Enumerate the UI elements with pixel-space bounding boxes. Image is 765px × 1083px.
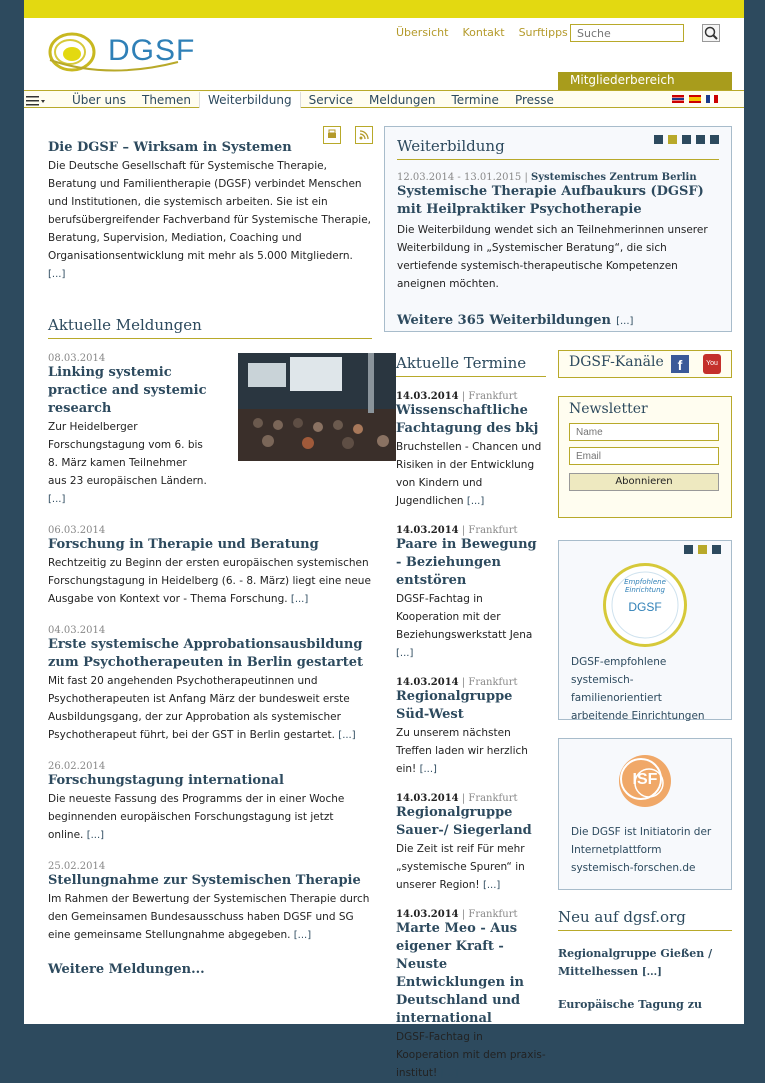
news-photo[interactable]: [238, 353, 396, 461]
language-flags: [672, 95, 718, 103]
event-title[interactable]: Marte Meo - Aus eigener Kraft - Neuste Entwicklungen in Deutschland und international: [396, 921, 524, 1026]
carousel-dot-3[interactable]: [682, 135, 691, 144]
news-item: [48, 353, 372, 509]
carousel-dot-2[interactable]: [668, 135, 677, 144]
news-more-link[interactable]: [...]: [338, 730, 356, 741]
carousel-dot-4[interactable]: [696, 135, 705, 144]
event-text: DGSF-Fachtag in Kooperation mit dem praxis-institut! [...]: [396, 1031, 546, 1079]
event-text: DGSF-Fachtag in Kooperation mit der Beziehungswerkstatt Jena [...]: [396, 593, 533, 659]
recommended-box: [558, 540, 732, 720]
flag-en-icon[interactable]: [672, 95, 684, 103]
dot-icon[interactable]: [712, 545, 721, 554]
weiterbildung-text: Die Weiterbildung wendet sich an Teilnehmerinnen unserer Weiterbildung in „Systemischer Beratung“, die sich vertiefende systemisch-therapeutische Kompetenzen aneignen möchten.: [397, 224, 708, 290]
dot-icon[interactable]: [698, 545, 707, 554]
news-more-link[interactable]: [...]: [48, 494, 66, 505]
event-title[interactable]: Paare in Bewegung - Beziehungen entstören: [396, 537, 537, 588]
youtube-icon[interactable]: You: [703, 354, 721, 374]
weiterbildung-box: [384, 126, 732, 332]
news-item: [48, 525, 372, 609]
carousel-dots: [654, 135, 719, 144]
menu-icon[interactable]: [26, 93, 46, 107]
carousel-dot-5[interactable]: [710, 135, 719, 144]
news-date: 26.02.2014: [48, 761, 106, 772]
seal-logo: DGSF: [628, 600, 662, 614]
news-date: 25.02.2014: [48, 861, 106, 872]
logo-text: DGSF: [108, 34, 196, 67]
intro-text: Die Deutsche Gesellschaft für Systemische Therapie, Beratung und Familientherapie (DGSF) verbindet Menschen und Institutionen, die systemisch arbeiten. Sie ist ein berufsübergreifender Fachverband für Systemische Therapie, Beratung, Supervision, Mediation, Coaching und Organisationsentwicklung mit mehr als 5.000 Mitgliedern. [...]: [48, 160, 372, 280]
event-item: 14.03.2014 | Frankfurt Regionalgruppe Sauer-/ Siegerland Die Zeit ist reif Für mehr „systemische Spuren“ in unserer Region! [...]: [396, 793, 546, 895]
member-area-button[interactable]: Mitgliederbereich: [558, 72, 732, 90]
weiterbildung-heading: Weiterbildung: [397, 137, 719, 160]
event-item: 14.03.2014 | Frankfurt Wissenschaftliche Fachtagung des bkj Bruchstellen - Chancen und Risiken in der Entwicklung von Kindern und Jugendlichen [...]: [396, 391, 546, 511]
news-title[interactable]: Forschung in Therapie und Beratung: [48, 537, 319, 552]
termine-column: [396, 354, 546, 1083]
main-nav: [24, 90, 744, 108]
news-text: Im Rahmen der Bewertung der Systemischen Therapie durch den Gemeinsamen Bundesausschuss haben DGSF und SG eine gemeinsame Stellungnahme abgegeben. [...]: [48, 893, 370, 941]
right-column: [558, 350, 732, 1014]
news-text: Zur Heidelberger Forschungstagung vom 6. bis 8. März kamen Teilnehmer aus 23 europäischen Ländern. [...]: [48, 421, 207, 505]
news-title[interactable]: Erste systemische Approbationsausbildung zum Psychotherapeuten in Berlin gestartet: [48, 637, 363, 670]
news-date: 06.03.2014: [48, 525, 106, 536]
event-text: Zu unserem nächsten Treffen laden wir herzlich ein! [...]: [396, 727, 528, 775]
nav-item-presse[interactable]: Presse: [514, 93, 554, 107]
top-link-uebersicht[interactable]: Übersicht: [396, 26, 449, 39]
event-title[interactable]: Wissenschaftliche Fachtagung des bkj: [396, 403, 539, 436]
event-text: Die Zeit ist reif Für mehr „systemische Spuren“ in unserer Region! [...]: [396, 843, 525, 891]
flag-fr-icon[interactable]: [706, 95, 718, 103]
news-date: 04.03.2014: [48, 625, 106, 636]
isf-box: [558, 738, 732, 890]
recommended-dots: [684, 545, 721, 554]
nav-item-meldungen[interactable]: Meldungen: [369, 93, 436, 107]
left-column: [48, 126, 372, 979]
search-input[interactable]: [570, 24, 684, 42]
isf-logo[interactable]: ISF: [611, 751, 679, 811]
logo[interactable]: [48, 30, 196, 78]
top-link-surftipps[interactable]: Surftipps: [518, 26, 568, 39]
neu-item[interactable]: Europäische Tagung zu: [558, 998, 702, 1011]
event-title[interactable]: Regionalgruppe Süd-West: [396, 689, 513, 722]
weiterbildung-title[interactable]: Systemische Therapie Aufbaukurs (DGSF) mit Heilpraktiker Psychotherapie: [397, 184, 704, 217]
termine-heading: Aktuelle Termine: [396, 354, 546, 377]
channels-label: DGSF-Kanäle: [569, 354, 664, 370]
nav-item-ueber-uns[interactable]: Über uns: [72, 93, 126, 107]
weiterbildung-more-link[interactable]: Weitere 365 Weiterbildungen: [397, 313, 611, 328]
neu-heading: Neu auf dgsf.org: [558, 908, 732, 931]
event-item: 14.03.2014 | Frankfurt Paare in Bewegung - Beziehungen entstören DGSF-Fachtag in Kooperation mit der Beziehungswerkstatt Jena [...]: [396, 525, 546, 663]
carousel-dot-1[interactable]: [654, 135, 663, 144]
newsletter-heading: Newsletter: [569, 401, 648, 417]
news-heading: Aktuelle Meldungen: [48, 316, 372, 339]
top-bar: [24, 0, 744, 18]
weiterbildung-more: Weitere 365 Weiterbildungen [...]: [397, 313, 634, 328]
news-text: Mit fast 20 angehenden Psychotherapeutinnen und Psychotherapeuten ist Anfang März der bundesweit erste Ausbildungsgang, der zur Approbation als systemischer Psychotherapeut führt, bei der GST in Berlin gestartet. [...]: [48, 675, 356, 741]
nav-item-themen[interactable]: Themen: [142, 93, 191, 107]
dot-icon[interactable]: [684, 545, 693, 554]
channels-box: [558, 350, 732, 378]
search-icon: [703, 25, 719, 41]
news-title[interactable]: Linking systemic practice and systemic research: [48, 365, 207, 416]
news-text: Rechtzeitig zu Beginn der ersten europäischen systemischen Forschungstagung in Heidelberg (6. - 8. März) liegt eine neue Ausgabe von Kontext vor - Thema Forschung. [...]: [48, 557, 371, 605]
conference-photo-icon: [238, 353, 396, 461]
recommended-seal[interactable]: [603, 563, 687, 647]
newsletter-email-input[interactable]: [569, 447, 719, 465]
news-text: Die neueste Fassung des Programms der in einer Woche beginnenden europäischen Forschungstagung ist jetzt online. [...]: [48, 793, 345, 841]
news-more-link[interactable]: [...]: [86, 830, 105, 841]
intro-more-link[interactable]: [...]: [48, 269, 66, 280]
news-date: 08.03.2014: [48, 353, 106, 364]
news-item: [48, 761, 372, 845]
news-more-link[interactable]: [...]: [293, 930, 312, 941]
news-title[interactable]: Stellungnahme zur Systemischen Therapie: [48, 873, 361, 888]
event-item: 14.03.2014 | Frankfurt Regionalgruppe Süd-West Zu unserem nächsten Treffen laden wir herzlich ein! [...]: [396, 677, 546, 779]
neu-item: Regionalgruppe Gießen / Mittelhessen [...]: [558, 947, 713, 978]
event-text: Bruchstellen - Chancen und Risiken in der Entwicklung von Kindern und Jugendlichen [...]: [396, 441, 542, 507]
intro-title[interactable]: Die DGSF – Wirksam in Systemen: [48, 140, 292, 155]
top-links: [396, 26, 568, 39]
flag-es-icon[interactable]: [689, 95, 701, 103]
newsletter-name-input[interactable]: [569, 423, 719, 441]
logo-swirl-icon: [48, 30, 100, 76]
nav-item-service[interactable]: Service: [308, 93, 353, 107]
recommended-text[interactable]: DGSF-empfohlene systemisch-familienorientiert arbeitende Einrichtungen: [571, 656, 705, 722]
news-item: [48, 861, 372, 945]
seal-text: Empfohlene Einrichtung: [624, 578, 666, 594]
nav-item-weiterbildung[interactable]: Weiterbildung: [199, 92, 301, 108]
event-title[interactable]: Regionalgruppe Sauer-/ Siegerland: [396, 805, 532, 838]
nav-item-termine[interactable]: Termine: [451, 93, 499, 107]
subscribe-button[interactable]: Abonnieren: [569, 473, 719, 491]
weiterbildung-meta: 12.03.2014 - 13.01.2015 | Systemisches Zentrum Berlin: [397, 172, 697, 183]
news-title[interactable]: Forschungstagung international: [48, 773, 284, 788]
search-button[interactable]: [702, 24, 720, 42]
top-link-kontakt[interactable]: Kontakt: [462, 26, 505, 39]
event-item: 14.03.2014 | Frankfurt Marte Meo - Aus eigener Kraft - Neuste Entwicklungen in Deutschland und international DGSF-Fachtag in Kooperation mit dem praxis-institut! [...]: [396, 909, 546, 1083]
page: [24, 0, 744, 1079]
more-news-link[interactable]: Weitere Meldungen...: [48, 962, 205, 977]
facebook-icon[interactable]: f: [671, 355, 689, 373]
isf-text[interactable]: Die DGSF ist Initiatorin der Internetplattform systemisch-forschen.de: [571, 826, 712, 874]
newsletter-box: [558, 396, 732, 518]
news-more-link[interactable]: [...]: [290, 594, 309, 605]
news-item: [48, 625, 372, 745]
